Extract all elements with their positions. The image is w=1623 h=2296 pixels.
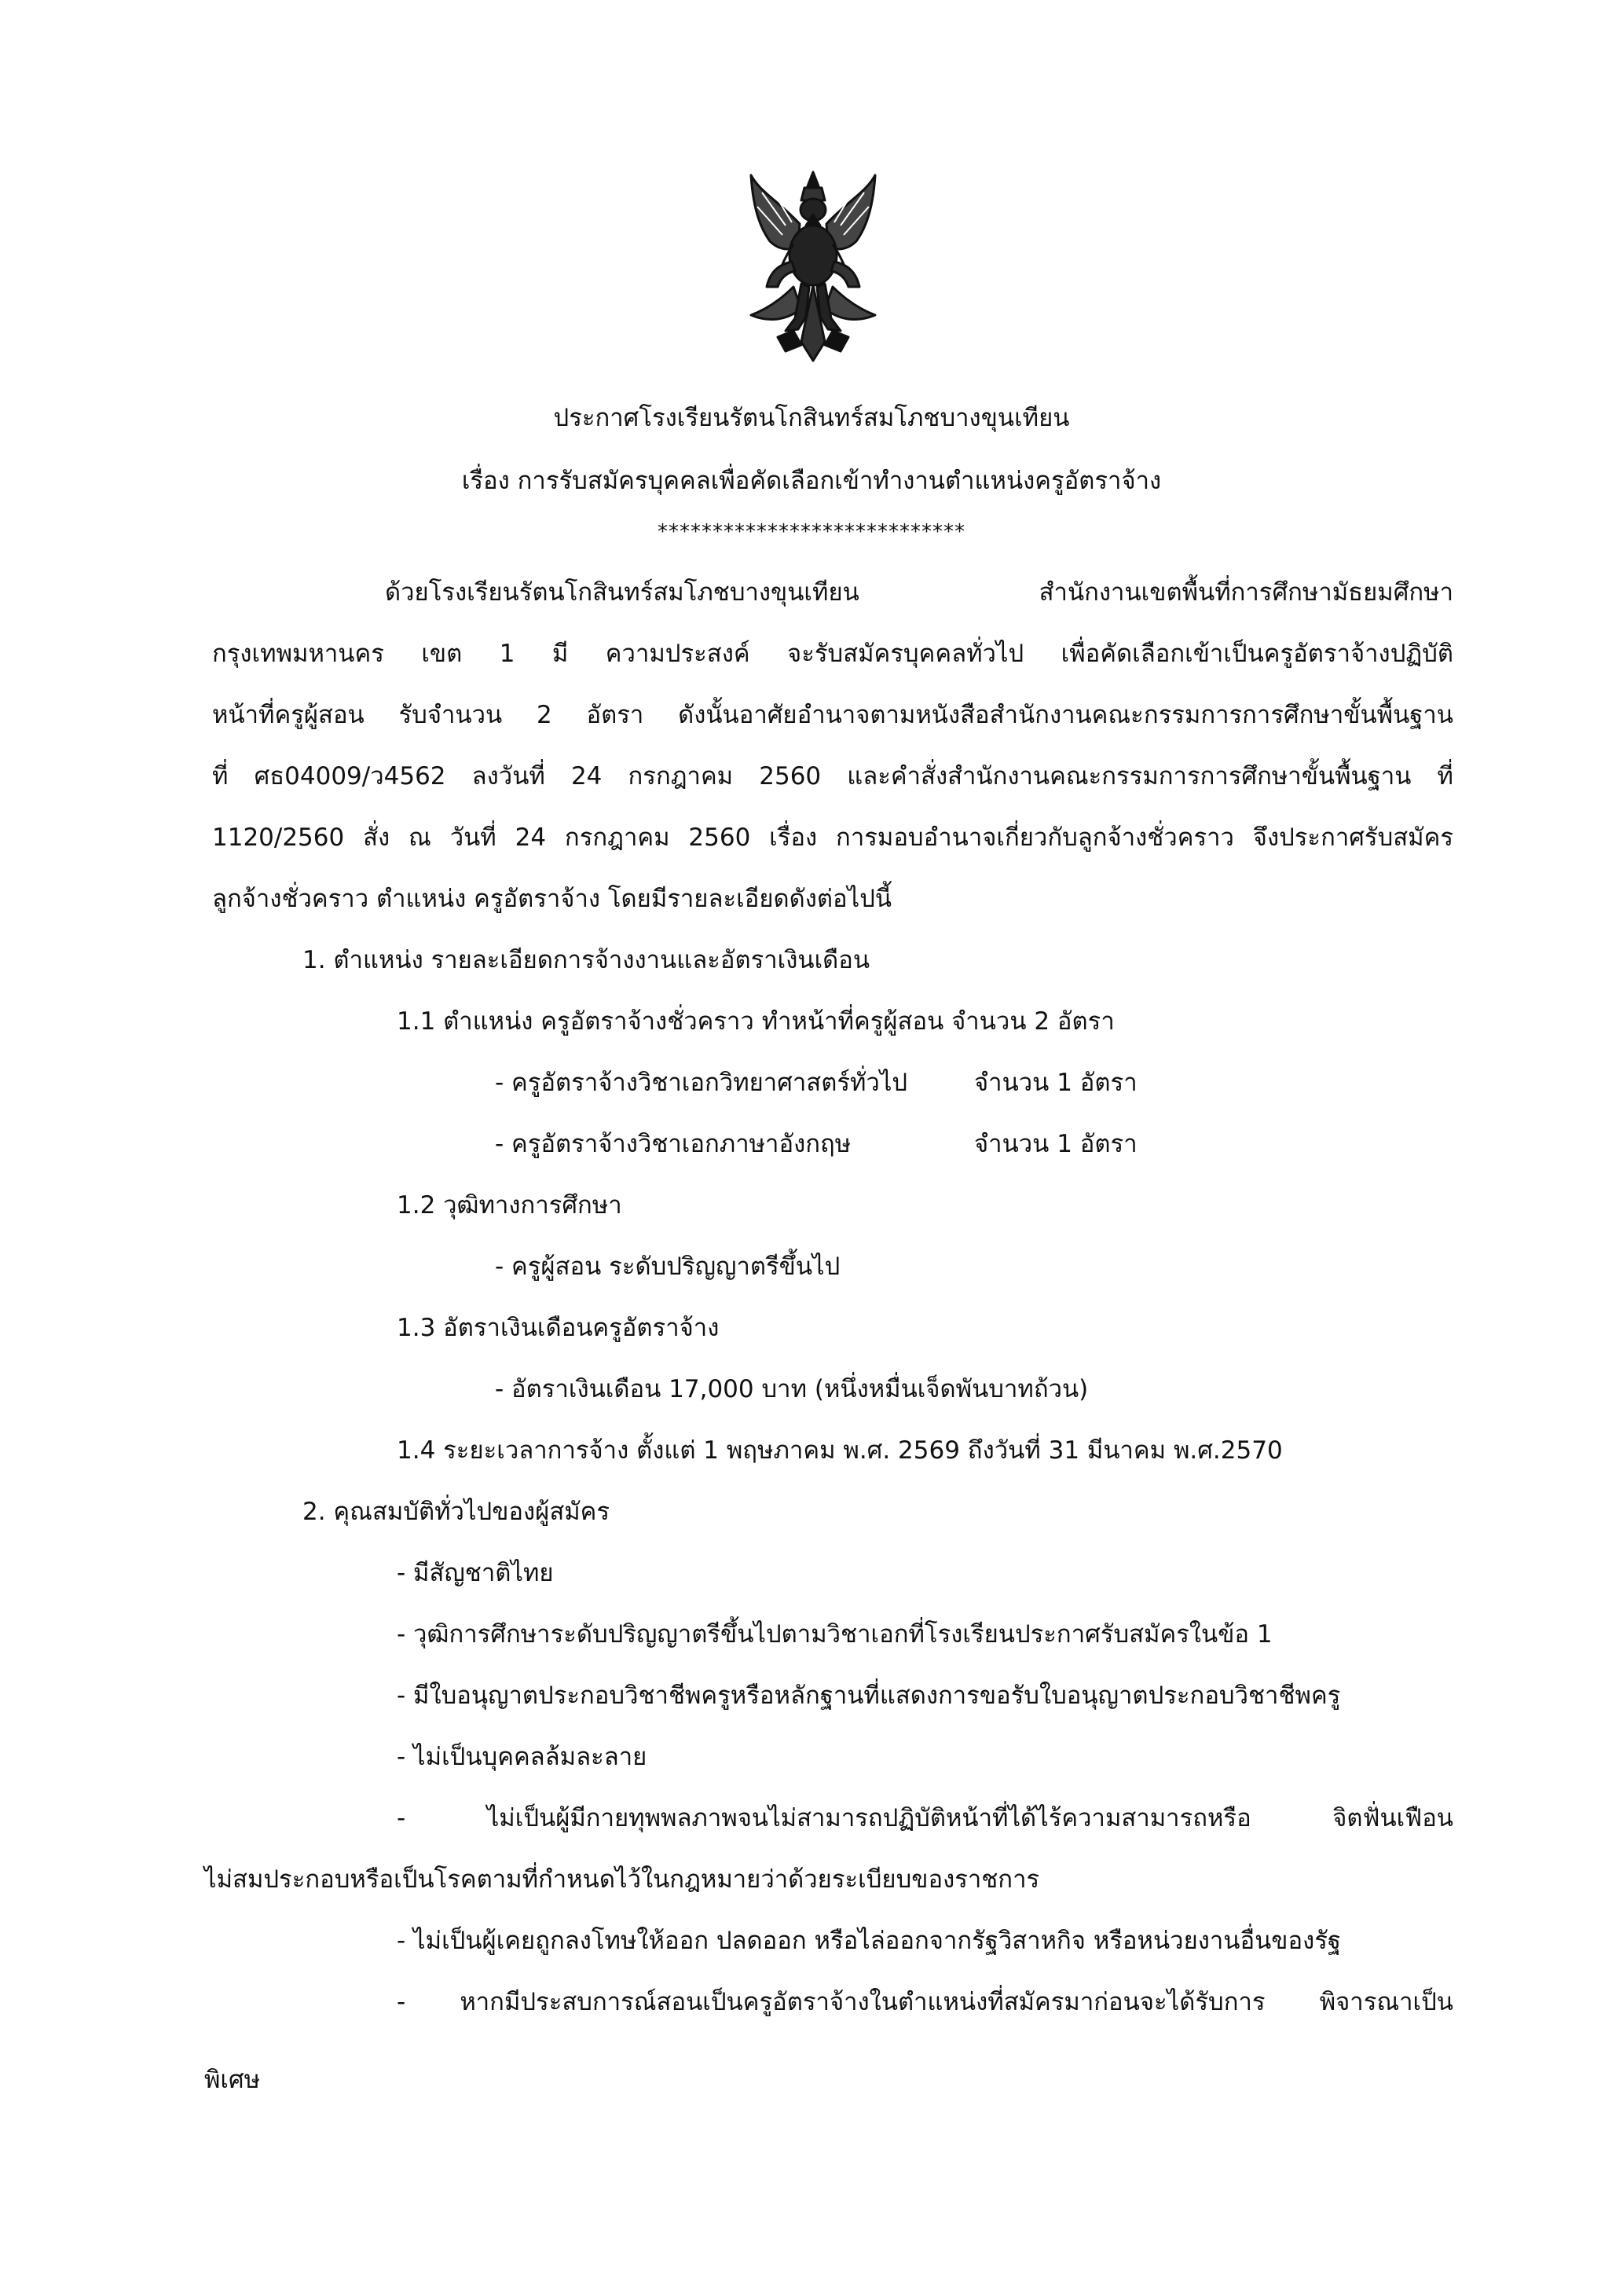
garuda-emblem-icon [746,169,880,365]
section1-2-item: - ครูผู้สอน ระดับปริญญาตรีขึ้นไป [495,1253,841,1281]
qualification-item: - หากมีประสบการณ์สอนเป็นครูอัตราจ้างในตำแหน่งที่สมัครมาก่อนจะได้รับการ พิจารณาเป็น [397,1988,1453,2016]
qualification-item: - ไม่เป็นบุคคลล้มละลาย [397,1743,647,1771]
separator-stars: **************************** [658,520,965,544]
position-label: - ครูอัตราจ้างวิชาเอกภาษาอังกฤษ [495,1130,852,1158]
position-count: จำนวน 1 อัตรา [974,1069,1138,1097]
qualification-item: - มีใบอนุญาตประกอบวิชาชีพครูหรือหลักฐานที่แสดงการขอรับใบอนุญาตประกอบวิชาชีพครู [397,1682,1341,1710]
section1-1: 1.1 ตำแหน่ง ครูอัตราจ้างชั่วคราว ทำหน้าที่ครูผู้สอน จำนวน 2 อัตรา [397,1007,1115,1036]
section1-3: 1.3 อัตราเงินเดือนครูอัตราจ้าง [397,1314,720,1342]
qualification-item: - ไม่เป็นผู้เคยถูกลงโทษให้ออก ปลดออก หรือไล่ออกจากรัฐวิสาหกิจ หรือหน่วยงานอื่นของรัฐ [397,1927,1341,1955]
intro-line: ลูกจ้างชั่วคราว ตำแหน่ง ครูอัตราจ้าง โดยมีรายละเอียดดังต่อไปนี้ [212,885,892,913]
section1-3-item: - อัตราเงินเดือน 17,000 บาท (หนึ่งหมื่นเจ็ดพันบาทถ้วน) [495,1375,1089,1403]
section1-4: 1.4 ระยะเวลาการจ้าง ตั้งแต่ 1 พฤษภาคม พ.ศ. 2569 ถึงวันที่ 31 มีนาคม พ.ศ.2570 [397,1436,1283,1465]
section2-heading: 2. คุณสมบัติทั่วไปของผู้สมัคร [302,1498,610,1526]
announcement-subject: เรื่อง การรับสมัครบุคคลเพื่อคัดเลือกเข้าทำงานตำแหน่งครูอัตราจ้าง [461,467,1162,495]
qualification-item: - ไม่เป็นผู้มีกายทุพพลภาพจนไม่สามารถปฏิบัติหน้าที่ได้ไร้ความสามารถหรือ จิตฟั่นเฟือน [397,1804,1453,1832]
intro-line: ที่ ศธ04009/ว4562 ลงวันที่ 24 กรกฎาคม 2560 และคำสั่งสำนักงานคณะกรรมการการศึกษาขั้นพื้นฐาน ที่ [212,762,1453,790]
qualification-item-continued: ไม่สมประกอบหรือเป็นโรคตามที่กำหนดไว้ในกฎหมายว่าด้วยระเบียบของราชการ [204,1865,1040,1894]
position-label: - ครูอัตราจ้างวิชาเอกวิทยาศาสตร์ทั่วไป [495,1069,908,1097]
position-english [495,1127,1138,1161]
qualification-item-continued: พิเศษ [204,2066,261,2094]
intro-line: 1120/2560 สั่ง ณ วันที่ 24 กรกฎาคม 2560 เรื่อง การมอบอำนาจเกี่ยวกับลูกจ้างชั่วคราว จึงประกาศรับสมัคร [212,823,1453,852]
intro-line: กรุงเทพมหานคร เขต 1 มี ความประสงค์ จะรับสมัครบุคคลทั่วไป เพื่อคัดเลือกเข้าเป็นครูอัตราจ้างปฏิบัติ [212,640,1453,668]
announcement-title: ประกาศโรงเรียนรัตนโกสินทร์สมโภชบางขุนเทียน [553,404,1070,432]
qualification-item: - วุฒิการศึกษาระดับปริญญาตรีขึ้นไปตามวิชาเอกที่โรงเรียนประกาศรับสมัครในข้อ 1 [397,1620,1273,1649]
intro-line: หน้าที่ครูผู้สอน รับจำนวน 2 อัตรา ดังนั้นอาศัยอำนาจตามหนังสือสำนักงานคณะกรรมการการศึกษาขั้นพื้นฐาน [212,701,1453,729]
section1-heading: 1. ตำแหน่ง รายละเอียดการจ้างงานและอัตราเงินเดือน [302,946,870,974]
position-count: จำนวน 1 อัตรา [974,1130,1138,1158]
section1-2: 1.2 วุฒิทางการศึกษา [397,1191,622,1220]
intro-line: ด้วยโรงเรียนรัตนโกสินทร์สมโภชบางขุนเทียน สำนักงานเขตพื้นที่การศึกษามัธยมศึกษา [385,578,1453,607]
position-science [495,1065,1138,1100]
qualification-item: - มีสัญชาติไทย [397,1559,554,1587]
